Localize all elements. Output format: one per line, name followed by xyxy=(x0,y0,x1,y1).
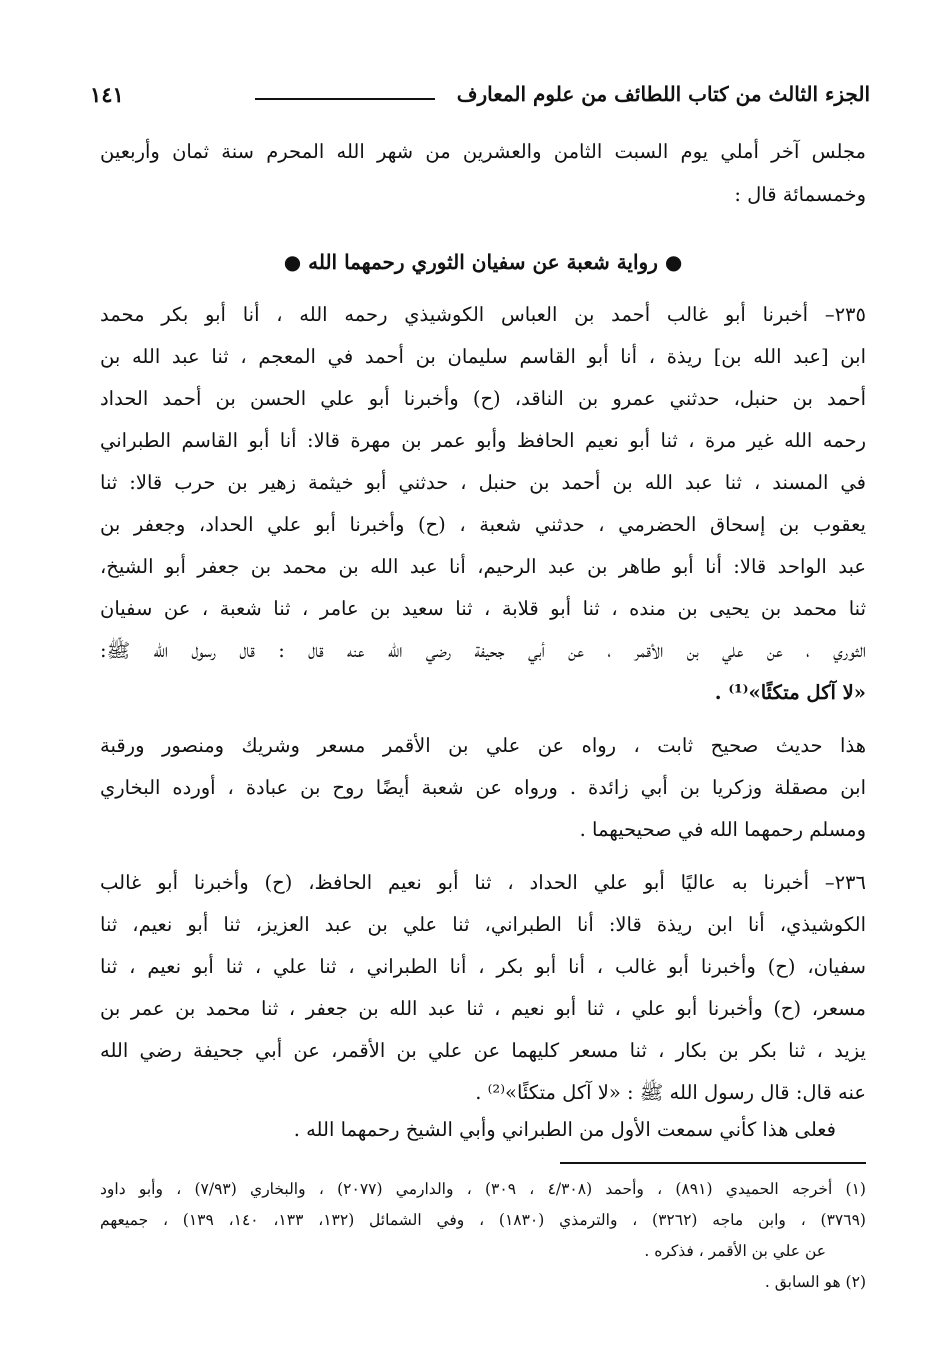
closing-line: فعلى هذا كأني سمعت الأول من الطبراني وأبي الشيخ رحمهما الله . xyxy=(293,1118,836,1141)
text-line: في المسند ، ثنا عبد الله بن أحمد بن حنبل ، حدثني أبو خيثمة زهير بن حرب قالا: ثنا xyxy=(100,471,866,494)
header-rule xyxy=(255,98,435,100)
footnote-line: (٣٧٦٩) ، وابن ماجه (٣٢٦٢) ، والترمذي (١٨٣٠) ، وفي الشمائل (١٣٢، ١٣٣، ١٤٠، ١٣٩) ، جميعهم xyxy=(100,1211,866,1229)
page-number: ١٤١ xyxy=(90,82,124,107)
page-header xyxy=(90,82,870,118)
footnote-line: (١) أخرجه الحميدي (٨٩١) ، وأحمد (٤/٣٠٨ ، ٣٠٩) ، والدارمي (٢٠٧٧) ، والبخاري (٧/٩٣) ، وأبو داود xyxy=(100,1180,866,1198)
text-line: ومسلم رحمهما الله في صحيحيهما . xyxy=(579,818,866,841)
intro-line: وخمسمائة قال : xyxy=(734,183,866,206)
text-line: رحمه الله غير مرة ، ثنا أبو نعيم الحافظ وأبو عمر بن مهرة قالا: أنا أبو القاسم الطبراني xyxy=(100,429,866,452)
footnote-line: (٢) هو السابق . xyxy=(764,1273,866,1291)
footnote-rule xyxy=(560,1162,866,1164)
text-line: عنه قال: قال رسول الله ﷺ : «لا آكل متكئًا»⁽²⁾ . xyxy=(475,1081,866,1104)
section-title: ● رواية شعبة عن سفيان الثوري رحمهما الله ● xyxy=(283,250,683,274)
hadith-text: «لا آكل متكئًا»⁽¹⁾ . xyxy=(714,681,866,704)
text-line: يعقوب بن إسحاق الحضرمي ، حدثني شعبة ، (ح) وأخبرنا أبو علي الحداد، وجعفر بن xyxy=(100,513,866,536)
intro-line: مجلس آخر أملي يوم السبت الثامن والعشرين من شهر الله المحرم سنة ثمان وأربعين xyxy=(100,140,866,163)
text-line: عبد الواحد قالا: أنا أبو طاهر بن عبد الرحيم، أنا عبد الله بن محمد بن جعفر أبو الشيخ، xyxy=(100,555,866,578)
text-line: أحمد بن حنبل، حدثني عمرو بن الناقد، (ح) وأخبرنا أبو علي الحسن بن أحمد الحداد xyxy=(100,387,866,410)
text-line: ٢٣٦– أخبرنا به عاليًا أبو علي الحداد ، ثنا أبو نعيم الحافظ، (ح) وأخبرنا أبو غالب xyxy=(100,871,866,894)
text-line: الثوري ، عن علي بن الأقمر ، عن أبي جحيفة رضي الله عنه قال : قال رسول الله ﷺ: xyxy=(100,639,866,662)
text-line: الكوشيذي، أنا ابن ريذة قالا: أنا الطبراني، ثنا علي بن عبد العزيز، ثنا أبو نعيم، ثنا xyxy=(100,913,867,936)
text-line: ابن [عبد الله بن] ريذة ، أنا أبو القاسم سليمان بن أحمد في المعجم ، ثنا عبد الله بن xyxy=(100,345,866,368)
text-line: سفيان، (ح) وأخبرنا أبو غالب ، أنا أبو بكر ، أنا الطبراني ، ثنا علي ، ثنا أبو نعيم ، ثنا xyxy=(100,955,866,978)
text-line: ٢٣٥– أخبرنا أبو غالب أحمد بن العباس الكوشيذي رحمه الله ، أنا أبو بكر محمد xyxy=(100,303,866,326)
footnote-line: عن علي بن الأقمر ، فذكره . xyxy=(644,1242,826,1260)
text-line: يزيد ، ثنا بكر بن بكار ، ثنا مسعر كليهما عن علي بن الأقمر، عن أبي جحيفة رضي الله xyxy=(100,1039,866,1062)
running-title: الجزء الثالث من كتاب اللطائف من علوم المعارف xyxy=(456,82,870,106)
text-line: هذا حديث صحيح ثابت ، رواه عن علي بن الأقمر مسعر وشريك ومنصور ورقبة xyxy=(100,734,866,757)
text-line: ثنا محمد بن يحيى بن منده ، ثنا أبو قلابة ، ثنا سعيد بن عامر ، ثنا شعبة ، عن سفيان xyxy=(100,597,866,620)
text-line: ابن مصقلة وزكريا بن أبي زائدة . ورواه عن شعبة أيضًا روح بن عبادة ، أورده البخاري xyxy=(100,776,866,799)
text-line: مسعر، (ح) وأخبرنا أبو علي ، ثنا أبو نعيم ، ثنا عبد الله بن جعفر ، ثنا محمد بن عمر بن xyxy=(100,997,866,1020)
